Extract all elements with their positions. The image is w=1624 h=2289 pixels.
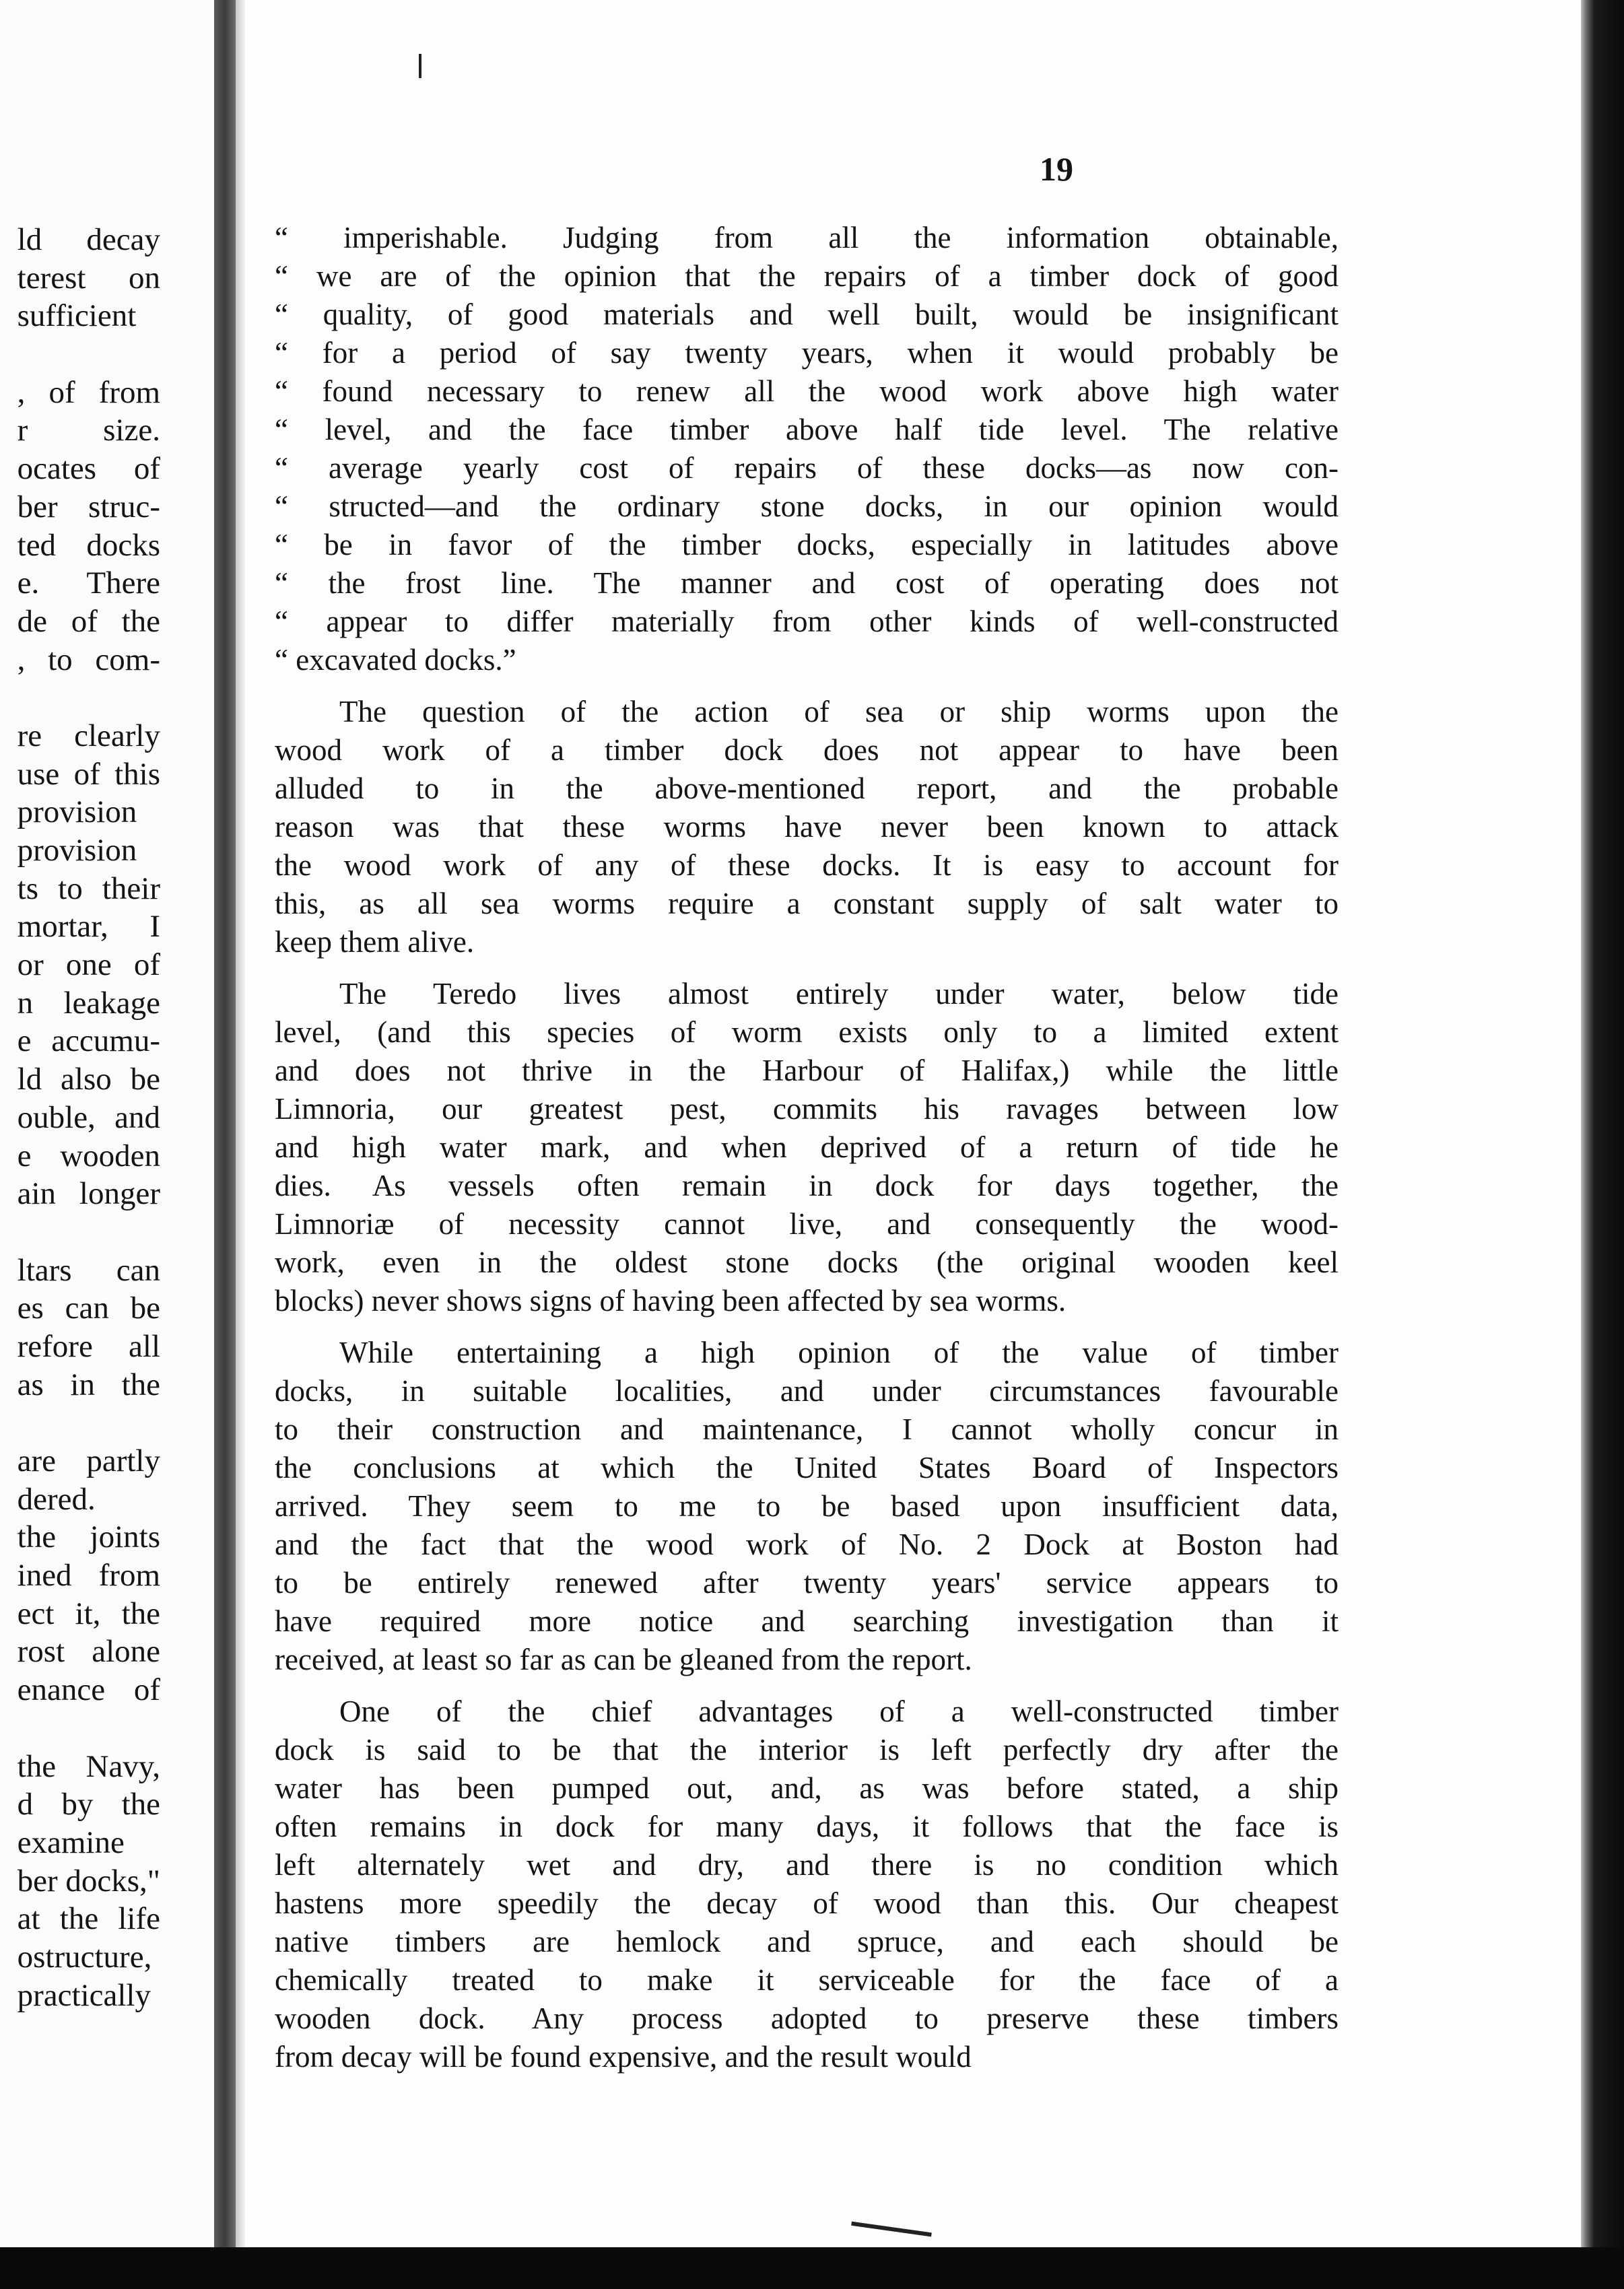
- facing-page-line: use of this: [17, 756, 160, 792]
- text-line: and does not thrive in the Harbour of Halifax,) while the little: [275, 1054, 1339, 1087]
- text-line: “ found necessary to renew all the wood work above high water: [275, 374, 1339, 408]
- facing-page-line: ined from: [17, 1558, 160, 1594]
- facing-page-line: ain longer: [17, 1176, 160, 1212]
- facing-page-line: e accumu-: [17, 1023, 160, 1059]
- text-line: level, (and this species of worm exists only to a limited extent: [275, 1015, 1339, 1049]
- text-line: “ quality, of good materials and well built, would be insignificant: [275, 298, 1339, 331]
- facing-page-line: , of from: [17, 374, 160, 410]
- facing-page-line: [18, 1404, 160, 1442]
- text-line: this, as all sea worms require a constant supply of salt water to: [275, 887, 1339, 920]
- text-line: reason was that these worms have never been known to attack: [275, 810, 1339, 844]
- text-line: Limnoriæ of necessity cannot live, and consequently the wood-: [275, 1207, 1339, 1241]
- document-body: [275, 219, 1339, 2090]
- text-line: The Teredo lives almost entirely under water, below tide: [339, 977, 1339, 1011]
- text-line: the conclusions at which the United States Board of Inspectors: [275, 1451, 1339, 1484]
- facing-page-line: at the life: [17, 1901, 160, 1937]
- gutter-shadow: [236, 0, 245, 2247]
- text-line: “ average yearly cost of repairs of these docks—as now con-: [275, 451, 1339, 485]
- facing-page-line: or one of: [17, 947, 160, 983]
- text-line: arrived. They seem to me to be based upon insufficient data,: [275, 1489, 1339, 1523]
- text-line: to be entirely renewed after twenty years' service appears to: [275, 1566, 1339, 1600]
- text-line: “ level, and the face timber above half tide level. The relative: [275, 413, 1339, 446]
- text-line: received, at least so far as can be gleaned from the report.: [275, 1643, 972, 1676]
- text-line: keep them alive.: [275, 925, 475, 959]
- text-line: water has been pumped out, and, as was before stated, a ship: [275, 1771, 1339, 1805]
- facing-page-line: provision: [17, 794, 137, 830]
- facing-page-line: [18, 1709, 160, 1748]
- text-line: “ the frost line. The manner and cost of operating does not: [275, 566, 1339, 600]
- text-line: docks, in suitable localities, and under circumstances favourable: [275, 1374, 1339, 1408]
- scan-speck: [851, 2222, 932, 2237]
- paragraph: [275, 975, 1339, 1320]
- facing-page-line: n leakage: [17, 985, 160, 1021]
- text-line: dies. As vessels often remain in dock for days together, the: [275, 1169, 1339, 1202]
- text-line: native timbers are hemlock and spruce, and each should be: [275, 1925, 1339, 1958]
- facing-page-line: the joints: [17, 1519, 160, 1555]
- text-line: dock is said to be that the interior is left perfectly dry after the: [275, 1733, 1339, 1767]
- paragraph: [275, 693, 1339, 961]
- text-line: wooden dock. Any process adopted to preserve these timbers: [275, 2002, 1339, 2035]
- facing-page-line: ts to their: [17, 870, 160, 906]
- text-line: “ excavated docks.”: [275, 643, 516, 677]
- text-line: alluded to in the above-mentioned report, and the probable: [275, 772, 1339, 805]
- facing-page-line: re clearly: [17, 718, 160, 753]
- text-line: the wood work of any of these docks. It is easy to account for: [275, 848, 1339, 882]
- paragraph: [275, 219, 1339, 679]
- scan-edge-right: [1581, 0, 1624, 2247]
- facing-page-line: provision: [17, 833, 137, 868]
- text-line: The question of the action of sea or ship worms upon the: [339, 695, 1339, 728]
- facing-page-line: as in the: [17, 1367, 160, 1402]
- facing-page-line: ltars can: [17, 1252, 160, 1288]
- text-line: have required more notice and searching investigation than it: [275, 1604, 1339, 1638]
- facing-page-fragment: [0, 0, 214, 2247]
- scan-edge-bottom: [0, 2247, 1624, 2289]
- text-line: chemically treated to make it serviceable for the face of a: [275, 1963, 1339, 1997]
- facing-page-line: de of the: [17, 603, 160, 639]
- text-line: work, even in the oldest stone docks (the original wooden keel: [275, 1245, 1339, 1279]
- text-line: “ imperishable. Judging from all the information obtainable,: [275, 221, 1339, 254]
- text-line: “ structed—and the ordinary stone docks, in our opinion would: [275, 489, 1339, 523]
- facing-page-line: ber struc-: [17, 489, 160, 524]
- paragraph: [275, 1693, 1339, 2076]
- facing-page-text: [18, 221, 160, 2014]
- scan-speck: [419, 54, 421, 78]
- text-line: “ appear to differ materially from other kinds of well-constructed: [275, 605, 1339, 638]
- text-line: often remains in dock for many days, it follows that the face is: [275, 1810, 1339, 1843]
- text-line: “ for a period of say twenty years, when it would probably be: [275, 336, 1339, 370]
- facing-page-line: ostructure,: [17, 1939, 152, 1975]
- facing-page-line: ld decay: [17, 222, 160, 257]
- text-line: and the fact that the wood work of No. 2 Dock at Boston had: [275, 1528, 1339, 1561]
- facing-page-line: e wooden: [17, 1138, 160, 1173]
- facing-page-line: ld also be: [17, 1062, 160, 1097]
- text-line: “ be in favor of the timber docks, especially in latitudes above: [275, 528, 1339, 561]
- text-line: One of the chief advantages of a well-constructed timber: [339, 1695, 1339, 1728]
- facing-page-line: r size.: [17, 413, 160, 448]
- facing-page-line: refore all: [17, 1328, 160, 1364]
- facing-page-line: [18, 679, 160, 717]
- facing-page-line: , to com-: [17, 642, 160, 677]
- facing-page-line: ted docks: [17, 527, 160, 563]
- text-line: wood work of a timber dock does not appear to have been: [275, 733, 1339, 767]
- facing-page-line: enance of: [17, 1672, 160, 1708]
- facing-page-line: ber docks,": [17, 1863, 160, 1899]
- facing-page-line: the Navy,: [17, 1748, 160, 1784]
- facing-page-line: examine: [17, 1824, 125, 1860]
- text-line: Limnoria, our greatest pest, commits his ravages between low: [275, 1092, 1339, 1126]
- facing-page-line: mortar, I: [17, 909, 160, 945]
- text-line: from decay will be found expensive, and the result would: [275, 2040, 972, 2074]
- facing-page-line: ocates of: [17, 451, 160, 487]
- facing-page-line: terest on: [17, 260, 160, 296]
- facing-page-line: are partly: [17, 1443, 160, 1478]
- facing-page-line: dered.: [17, 1481, 96, 1517]
- text-line: to their construction and maintenance, I cannot wholly concur in: [275, 1412, 1339, 1446]
- facing-page-line: practically: [17, 1977, 151, 2013]
- facing-page-line: [18, 1213, 160, 1252]
- facing-page-line: rost alone: [17, 1634, 160, 1670]
- facing-page-line: e. There: [17, 566, 160, 601]
- paragraph: [275, 1334, 1339, 1679]
- page-number: 19: [1040, 150, 1073, 188]
- text-line: left alternately wet and dry, and there is no condition which: [275, 1848, 1339, 1882]
- text-line: and high water mark, and when deprived of a return of tide he: [275, 1130, 1339, 1164]
- facing-page-line: ouble, and: [17, 1099, 160, 1135]
- text-line: “ we are of the opinion that the repairs of a timber dock of good: [275, 259, 1339, 293]
- facing-page-line: sufficient: [17, 298, 137, 334]
- facing-page-line: [18, 335, 160, 374]
- facing-page-line: d by the: [17, 1787, 160, 1822]
- facing-page-line: ect it, the: [17, 1596, 160, 1631]
- text-line: hastens more speedily the decay of wood than this. Our cheapest: [275, 1886, 1339, 1920]
- text-line: While entertaining a high opinion of the value of timber: [339, 1336, 1339, 1369]
- text-line: blocks) never shows signs of having been affected by sea worms.: [275, 1284, 1067, 1318]
- facing-page-line: es can be: [17, 1291, 160, 1326]
- book-gutter: [214, 0, 236, 2247]
